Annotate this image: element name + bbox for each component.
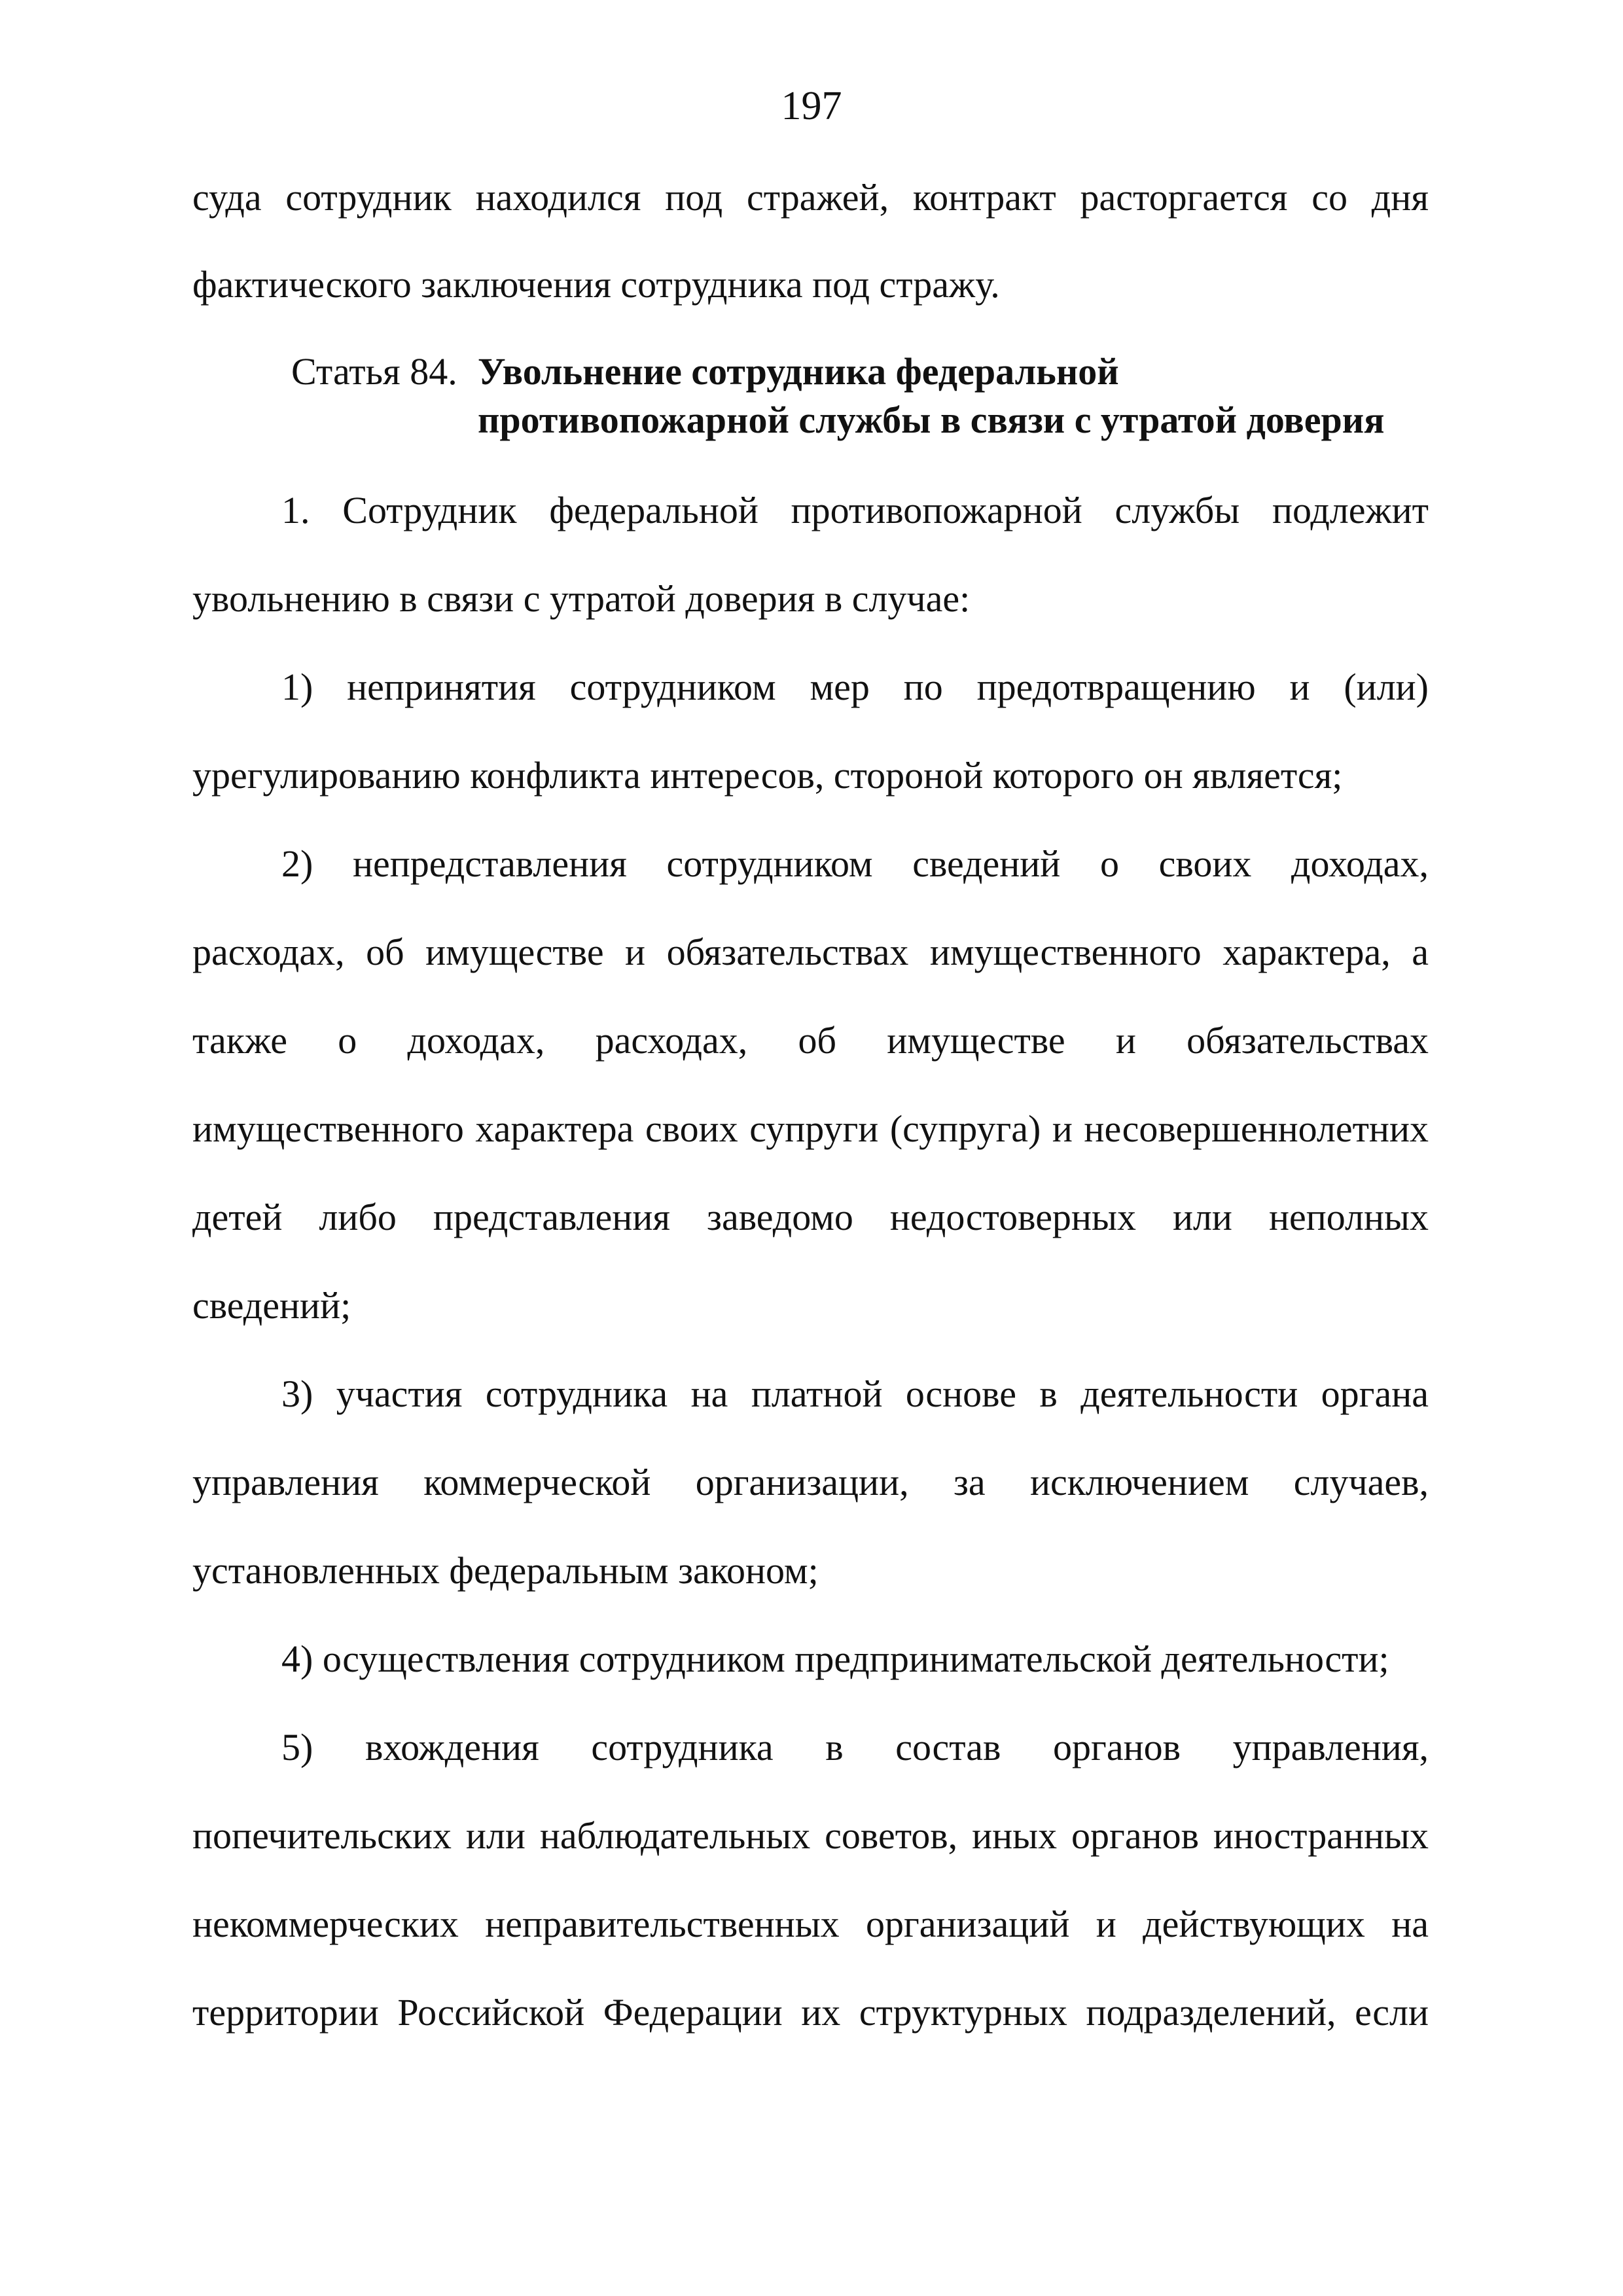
- text-line: суда сотрудник находился под стражей, контракт расторгается со дня: [192, 176, 1429, 219]
- text-line: некоммерческих неправительственных организаций и действующих на: [192, 1903, 1429, 1945]
- text-line: также о доходах, расходах, об имуществе и обязательствах: [192, 1019, 1429, 1062]
- text-line: 5) вхождения сотрудника в состав органов управления,: [281, 1726, 1429, 1768]
- article-heading: [291, 346, 1119, 398]
- text-line: 2) непредставления сотрудником сведений о своих доходах,: [281, 842, 1429, 885]
- text-line: сведений;: [192, 1284, 351, 1327]
- text-line: 1) непринятия сотрудником мер по предотвращению и (или): [281, 666, 1429, 708]
- text-line: фактического заключения сотрудника под стражу.: [192, 263, 1000, 306]
- text-line: 3) участия сотрудника на платной основе в деятельности органа: [281, 1372, 1429, 1415]
- text-line: попечительских или наблюдательных советов, иных органов иностранных: [192, 1814, 1429, 1857]
- text-line: имущественного характера своих супруги (супруга) и несовершеннолетних: [192, 1107, 1429, 1150]
- text-line: 1. Сотрудник федеральной противопожарной службы подлежит: [281, 489, 1429, 531]
- text-line: территории Российской Федерации их структурных подразделений, если: [192, 1991, 1429, 2034]
- article-title-continued: противопожарной службы в связи с утратой доверия: [478, 399, 1385, 441]
- text-line: урегулированию конфликта интересов, стороной которого он является;: [192, 754, 1343, 797]
- page-number: 197: [781, 84, 842, 128]
- article-label: Статья 84.: [291, 350, 457, 393]
- text-line: управления коммерческой организации, за исключением случаев,: [192, 1461, 1429, 1503]
- text-line: установленных федеральным законом;: [192, 1549, 819, 1592]
- text-line: увольнению в связи с утратой доверия в случае:: [192, 577, 971, 620]
- article-title: Увольнение сотрудника федеральной: [478, 350, 1119, 393]
- text-line: расходах, об имуществе и обязательствах имущественного характера, а: [192, 931, 1429, 973]
- text-line: 4) осуществления сотрудником предпринимательской деятельности;: [281, 1638, 1389, 1680]
- text-line: детей либо представления заведомо недостоверных или неполных: [192, 1196, 1429, 1238]
